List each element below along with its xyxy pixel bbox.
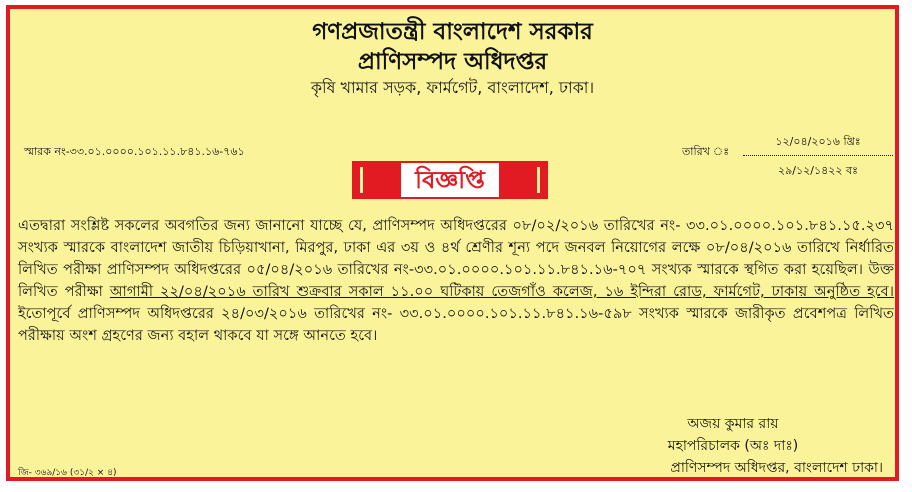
government-title: গণপ্রজাতন্ত্রী বাংলাদেশ সরকার: [312, 19, 593, 45]
notice-body: [18, 215, 894, 347]
signature-block: [583, 413, 883, 479]
memo-number: স্মারক নং-৩৩.০১.০০০০.১০১.১১.৮৪১.১৬-৭৬১: [24, 145, 245, 158]
notice-heading: [352, 161, 548, 199]
signatory-name: অজয় কুমার রায়: [687, 416, 779, 432]
notice-heading-text: বিজ্ঞপ্তি: [401, 163, 499, 197]
body-text-underlined: আগামী ২২/০৪/২০১৬ তারিখ শুক্রবার সকাল ১১.০০ ঘটিকায় তেজগাঁও কলেজ, ১৬ ইন্দিরা রোড, ফার্মগেট, ঢাকায় অনুষ্ঠিত হবে।: [109, 283, 894, 300]
date-bangla: ২৯/১২/১৪২২ বঃ: [777, 164, 859, 177]
date-gregorian: ১২/০৪/২০১৬ খ্রিঃ: [743, 133, 893, 156]
body-text-part1: এতদ্বারা সংশ্লিষ্ট সকলের অবগতির জন্য জানানো যাচ্ছে যে, প্রাণিসম্পদ অধিদপ্তরের ০৮/০২/২০১৬ তারিখের নং- ৩৩.০১.০০০০.১০১.৮৪১.১৫.২৩৭ সংখ্যক স্মারকে বাংলাদেশ জাতীয় চিড়িয়াখানা, মিরপুর, ঢাকা এর ৩য় ও ৪র্থ শ্রেণীর শূন্য পদে জনবল নিয়োগের লক্ষে ০৮/০৪/২০১৬ তারিখে নির্ধারিত লিখিত পরীক্ষা প্রাণিসম্পদ অধিদপ্তরের ০৫/০৪/২০১৬ তারিখের নং-৩৩.০১.০০০০.১০১.১১.৮৪১.১৬-৭০৭ সংখ্যক স্মারকে স্থগিত করা হয়েছিল। উক্ত লিখিত পরীক্ষা: [18, 217, 894, 300]
department-address: কৃষি খামার সড়ক, ফার্মগেট, বাংলাদেশ, ঢাকা।: [310, 78, 595, 97]
body-text-part2: ইতোপূর্বে প্রাণিসম্পদ অধিদপ্তরের ২৪/০৩/২০১৬ তারিখের নং- ৩৩.০১.০০০০.১০১.১১.৮৪১.১৬-৫৯৮ সংখ্যক স্মারকে জারীকৃত প্রবেশপত্র লিখিত পরীক্ষায় অংশ গ্রহণের জন্য বহাল থাকবে যা সঙ্গে আনতে হবে।: [18, 305, 894, 344]
date-label: তারিখ ঃ: [682, 145, 730, 158]
notice-panel: [6, 5, 899, 481]
signatory-office: প্রাণিসম্পদ অধিদপ্তর, বাংলাদেশ ঢাকা।: [670, 460, 883, 476]
department-title: প্রাণিসম্পদ অধিদপ্তর: [357, 49, 548, 75]
footer-reference: জি- ৩৬৯/১৬ (৩১/২ × ৪): [18, 468, 117, 478]
signatory-designation: মহাপরিচালক (অঃ দাঃ): [667, 438, 799, 454]
